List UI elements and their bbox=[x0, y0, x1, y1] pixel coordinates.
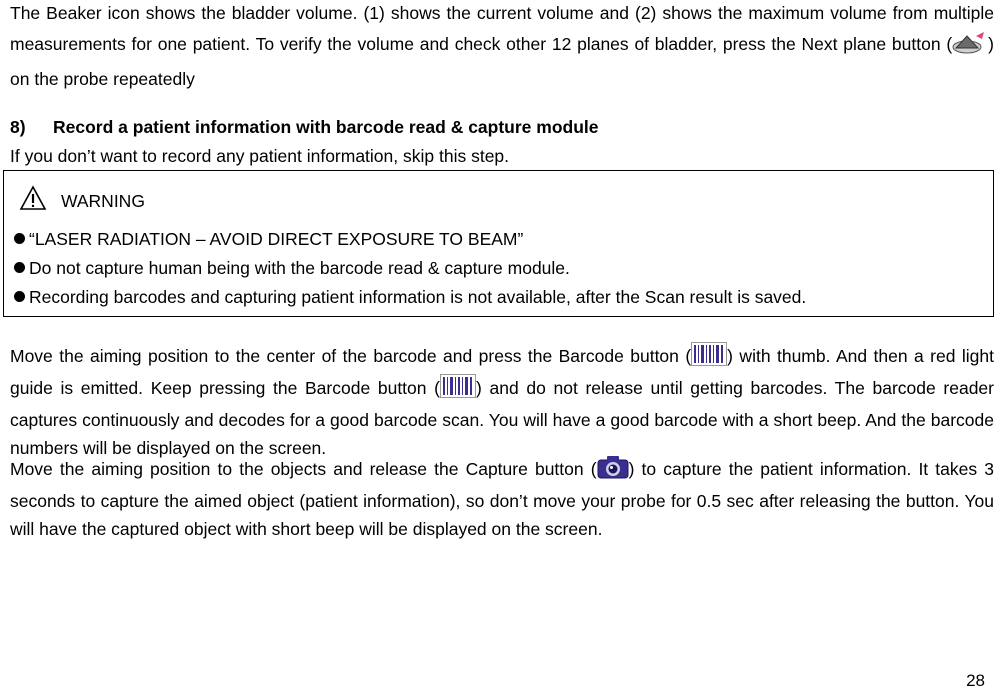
barcode-text-2: ) with thumb. And then a red light guide is emitted. Keep pressing the Barcode button ( bbox=[10, 346, 994, 398]
section-subtitle: If you don’t want to record any patient information, skip this step. bbox=[10, 146, 510, 166]
warning-item bbox=[14, 254, 806, 283]
capture-text-1: Move the aiming position to the objects and release the Capture button ( bbox=[10, 459, 597, 479]
intro-text-1: The Beaker icon shows the bladder volume. (1) shows the current volume and (2) shows the maximum volume from multiple measurements for one patient. To verify the volume and check other 12 planes of bladder, press the Next plane button ( bbox=[10, 3, 994, 54]
section-title: Record a patient information with barcode read & capture module bbox=[53, 117, 599, 137]
next-plane-icon bbox=[952, 30, 988, 64]
warning-triangle-icon bbox=[19, 185, 47, 217]
warning-item bbox=[14, 283, 806, 312]
barcode-icon bbox=[440, 374, 476, 406]
section-number: 8) bbox=[10, 117, 26, 137]
bullet-icon bbox=[14, 291, 25, 302]
page-number: 28 bbox=[966, 671, 985, 690]
barcode-text-3: ) and do not release until getting barcodes. The barcode reader captures continuously and decodes for a good barcode scan. You will have a good barcode with a short beep. And the barcode numbers will be displayed on the screen. bbox=[10, 378, 994, 458]
capture-paragraph bbox=[10, 455, 994, 543]
barcode-text-1: Move the aiming position to the center of the barcode and press the Barcode button ( bbox=[10, 346, 692, 366]
barcode-paragraph bbox=[10, 342, 994, 462]
bullet-icon bbox=[14, 262, 25, 273]
bullet-icon bbox=[14, 233, 25, 244]
warning-item-text: Recording barcodes and capturing patient information is not available, after the Scan result is saved. bbox=[29, 287, 807, 307]
camera-icon bbox=[597, 455, 629, 487]
warning-item-text: Do not capture human being with the barcode read & capture module. bbox=[29, 258, 570, 278]
capture-text-2: ) to capture the patient information. It takes 3 seconds to capture the aimed object (patient information), so don’t move your probe for 0.5 sec after releasing the button. You will have the captured object with short beep will be displayed on the screen. bbox=[10, 459, 994, 539]
warning-title bbox=[19, 185, 145, 217]
barcode-icon bbox=[691, 342, 727, 374]
section-heading bbox=[10, 115, 599, 139]
warning-box bbox=[3, 170, 994, 317]
warning-item-text: “LASER RADIATION – AVOID DIRECT EXPOSURE TO BEAM” bbox=[29, 229, 524, 249]
intro-text-2: ) on the probe repeatedly bbox=[10, 34, 994, 89]
warning-item bbox=[14, 225, 806, 254]
intro-paragraph bbox=[10, 0, 994, 88]
warning-label: WARNING bbox=[61, 191, 145, 211]
warning-list bbox=[14, 225, 806, 312]
